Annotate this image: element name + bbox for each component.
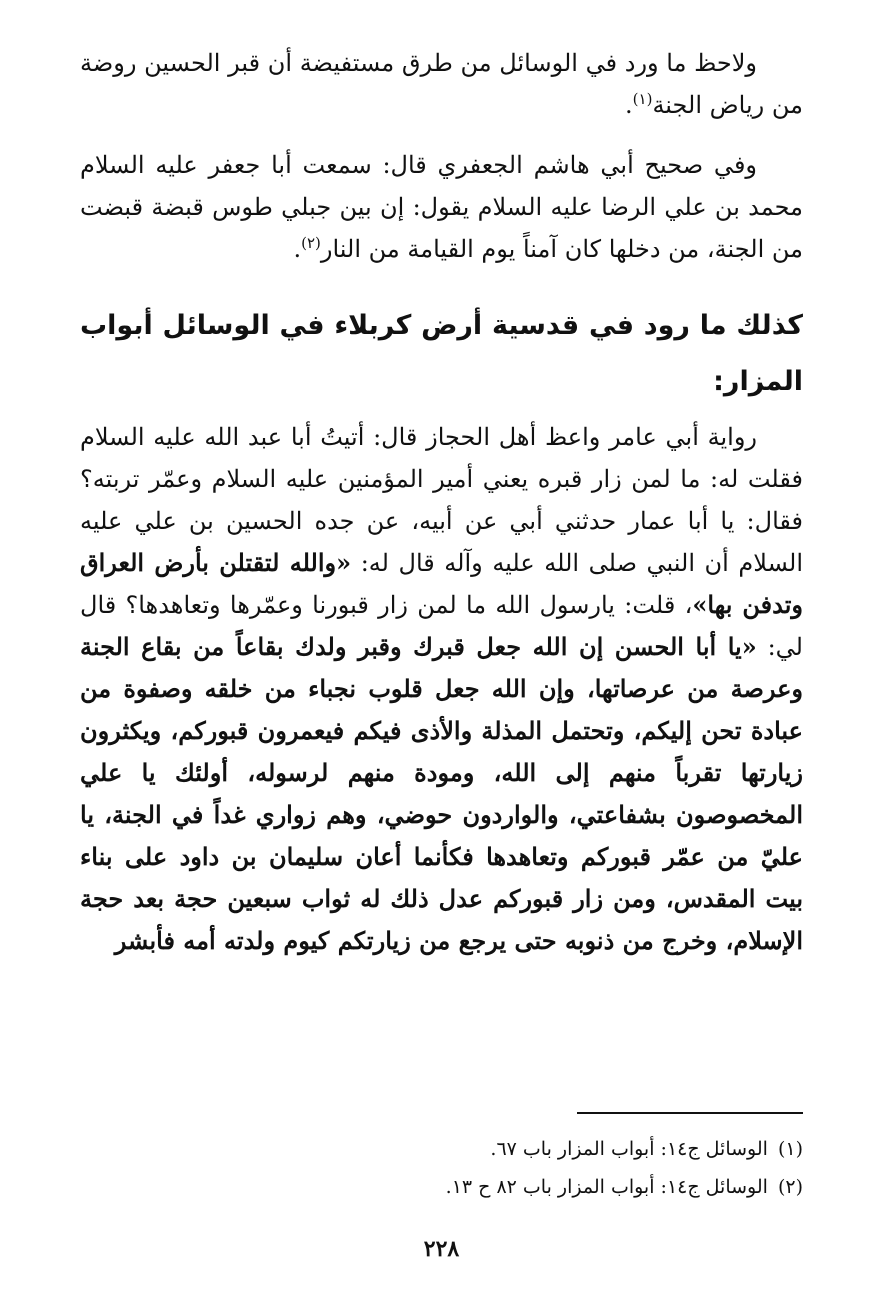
narration-quote-1: «والله لتقتلن بأرض العراق وتدفن بها»	[80, 548, 803, 619]
page-number: ٢٢٨	[423, 1236, 460, 1262]
narration-intro: رواية أبي عامر واعظ أهل الحجاز قال: أتيتُ أبا عبد الله عليه السلام فقلت له: ما لمن زار قبره يعني أمير المؤمنين عليه السلام وعمّر تربته؟ فقال: يا أبا عمار حدثني أبي عن أبيه، عن جده الحسين بن علي عليه السلام أن النبي صلى الله عليه وآله قال له:	[80, 423, 803, 577]
footnote-1-text: الوسائل ج١٤: أبواب المزار باب ٦٧.	[490, 1138, 768, 1160]
footnotes	[80, 1130, 803, 1206]
footnote-ref-1[interactable]: (١)	[632, 90, 653, 108]
paragraph-rawda	[80, 42, 803, 126]
footnote-1-number: (١)	[777, 1138, 803, 1160]
paragraph-rawda-text: ولاحظ ما ورد في الوسائل من طرق مستفيضة أن قبر الحسين روضة من رياض الجنة	[80, 49, 803, 119]
page-body	[80, 42, 803, 962]
paragraph-rawda-end: .	[625, 91, 633, 119]
footnote-1	[80, 1130, 803, 1168]
footnote-divider	[577, 1112, 803, 1114]
paragraph-jafari	[80, 144, 803, 270]
footnote-2-number: (٢)	[777, 1176, 803, 1198]
footnote-2-text: الوسائل ج١٤: أبواب المزار باب ٨٢ ح ١٣.	[445, 1176, 768, 1198]
footnote-2	[80, 1168, 803, 1206]
paragraph-jafari-end: .	[293, 235, 302, 263]
narration-middle: ، قلت: يارسول الله ما لمن زار قبورنا وعمّرها وتعاهدها؟ قال لي:	[80, 591, 803, 661]
paragraph-jafari-text: وفي صحيح أبي هاشم الجعفري قال: سمعت أبا جعفر عليه السلام محمد بن علي الرضا عليه السلام يقول: إن بين جبلي طوس قبضة قبضت من الجنة، من دخلها كان آمناً يوم القيامة من النار	[80, 151, 803, 263]
footnote-ref-2[interactable]: (٢)	[301, 234, 321, 252]
paragraph-narration	[80, 416, 803, 962]
narration-quote-2: «يا أبا الحسن إن الله جعل قبرك وقبر ولدك بقاعاً من بقاع الجنة وعرصة من عرصاتها، وإن الله جعل قلوب نجباء من خلقه وصفوة من عبادة تحن إليكم، وتحتمل المذلة والأذى فيكم فيعمرون قبوركم، ويكثرون زيارتها تقرباً منهم إلى الله، ومودة منهم لرسوله، أولئك يا علي المخصوصون بشفاعتي، والواردون حوضي، وهم زواري غداً في الجنة، يا عليّ من عمّر قبوركم وتعاهدها فكأنما أعان سليمان بن داود على بناء بيت المقدس، ومن زار قبوركم عدل ذلك له ثواب سبعين حجة بعد حجة الإسلام، وخرج من ذنوبه حتى يرجع من زيارتكم كيوم ولدته أمه فأبشر	[80, 632, 803, 955]
section-heading: كذلك ما رود في قدسية أرض كربلاء في الوسائل أبواب المزار:	[80, 310, 803, 397]
